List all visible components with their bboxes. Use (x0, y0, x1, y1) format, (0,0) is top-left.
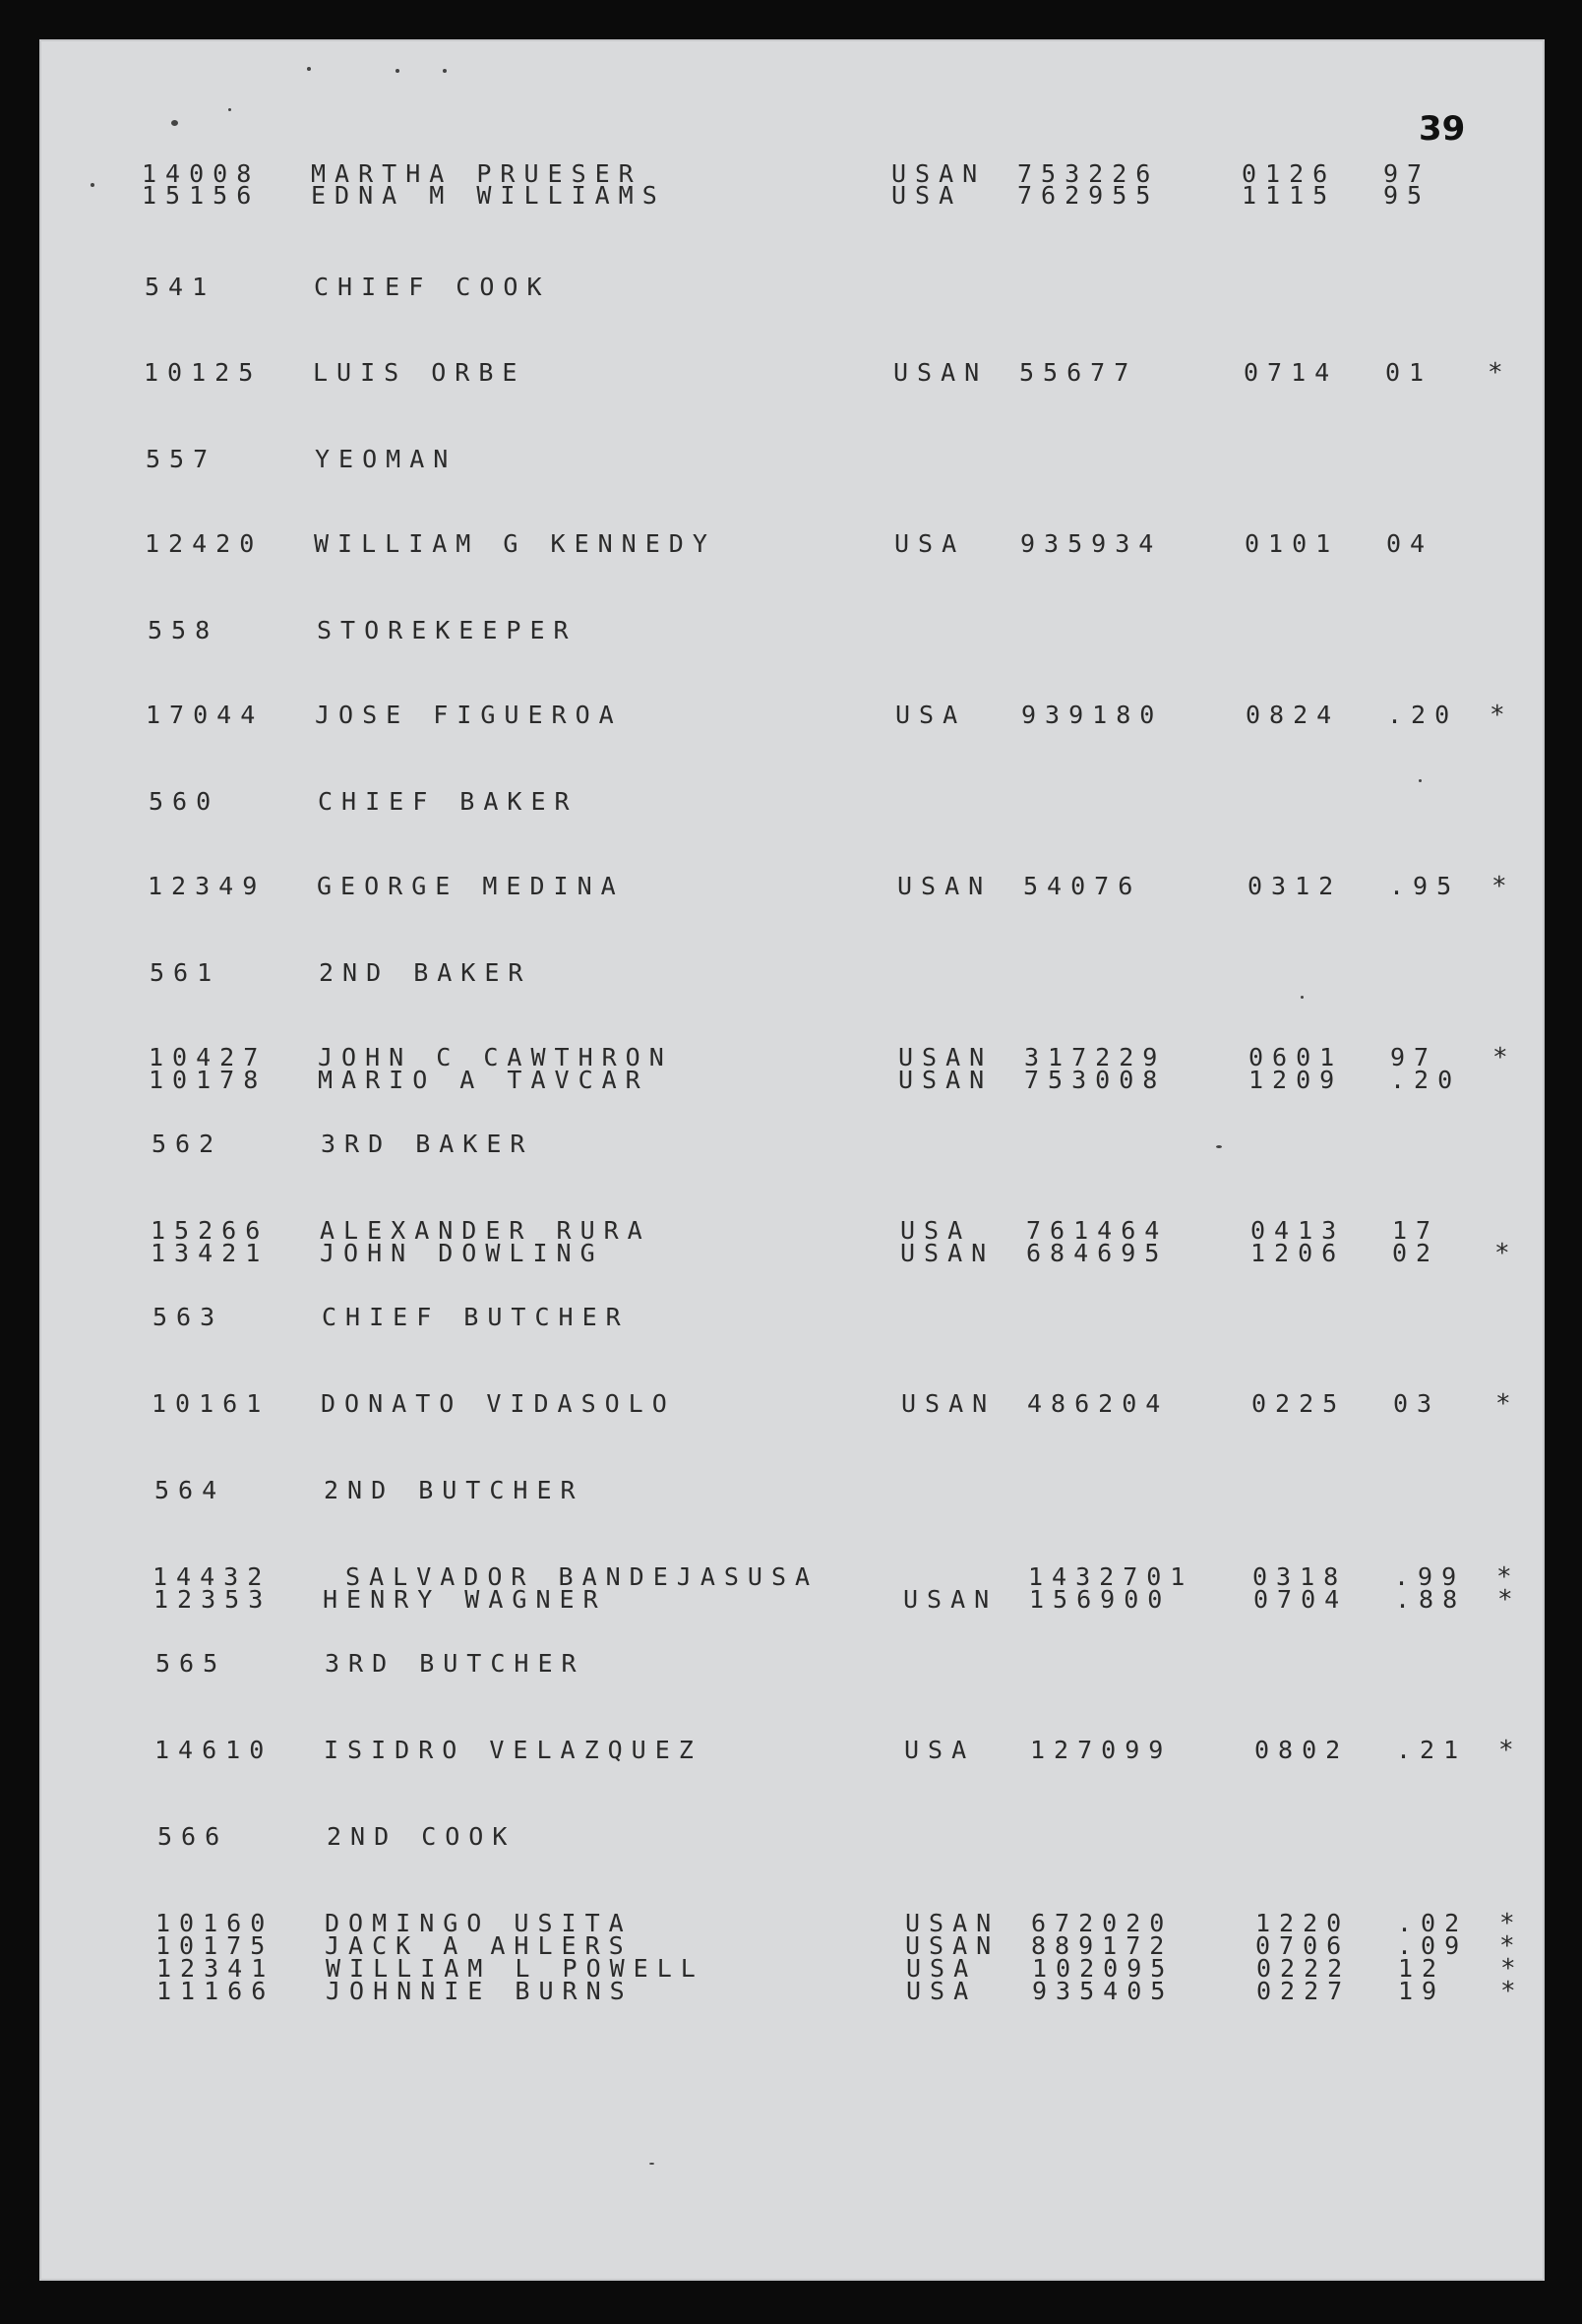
date-code: 0714 (1244, 358, 1339, 387)
ink-speck (228, 108, 231, 111)
citizenship: USAN (905, 1909, 1001, 1937)
document-number: 1432701 (1028, 1562, 1194, 1591)
crew-id: 12349 (148, 872, 267, 900)
crew-name: JOHN DOWLING (320, 1239, 604, 1267)
crew-name: HENRY WAGNER (323, 1585, 607, 1614)
mark-asterisk: * (1499, 1931, 1524, 1961)
value-code: .88 (1395, 1585, 1467, 1614)
value-code: .99 (1394, 1562, 1466, 1591)
document-number: 317229 (1024, 1043, 1167, 1071)
crew-name: WILLIAM L POWELL (326, 1954, 704, 1983)
document-number: 939180 (1021, 701, 1164, 729)
rating-code: 563 (152, 1303, 224, 1331)
document-number: 762955 (1017, 181, 1160, 210)
citizenship: USAN (891, 159, 987, 188)
rating-code: 566 (157, 1822, 229, 1851)
mark-asterisk: * (1500, 1954, 1525, 1984)
document-number: 753008 (1024, 1066, 1167, 1094)
citizenship: USAN (903, 1585, 999, 1614)
document-number: 672020 (1031, 1909, 1174, 1937)
mark-asterisk: * (1494, 1239, 1519, 1268)
value-code: 17 (1392, 1216, 1440, 1245)
date-code: 0824 (1246, 701, 1341, 729)
citizenship: USA (904, 1736, 976, 1764)
citizenship: USAN (893, 358, 989, 387)
crew-id: 14610 (154, 1736, 274, 1764)
citizenship: USAN (901, 1389, 997, 1418)
date-code: 1220 (1255, 1909, 1351, 1937)
rating-title: CHIEF BAKER (318, 787, 578, 816)
crew-id: 14008 (142, 159, 261, 188)
document-number: 54076 (1023, 872, 1142, 900)
crew-name: JOHN C CAWTHRON (318, 1043, 673, 1071)
crew-name: WILLIAM G KENNEDY (314, 529, 716, 558)
crew-id: 10175 (155, 1931, 274, 1960)
rating-title: CHIEF COOK (314, 273, 551, 301)
rating-title: 3RD BAKER (321, 1130, 534, 1158)
citizenship: USA (895, 701, 967, 729)
rating-code: 565 (155, 1649, 227, 1678)
rating-code: 560 (149, 787, 220, 816)
crew-id: 12341 (156, 1954, 275, 1983)
value-code: 95 (1383, 181, 1431, 210)
mark-asterisk: * (1488, 358, 1512, 388)
ink-speck (649, 2163, 654, 2165)
ink-speck (171, 120, 178, 126)
date-code: 0318 (1252, 1562, 1348, 1591)
crew-name: DONATO VIDASOLO (321, 1389, 676, 1418)
document-number: 753226 (1017, 159, 1160, 188)
rating-title: STOREKEEPER (317, 616, 578, 644)
crew-name: MARIO A TAVCAR (318, 1066, 649, 1094)
rating-code: 541 (145, 273, 216, 301)
citizenship: USA (891, 181, 963, 210)
citizenship: USA (906, 1977, 978, 2005)
value-code: 97 (1390, 1043, 1438, 1071)
ink-speck (396, 69, 399, 73)
citizenship: USAN (898, 1066, 994, 1094)
mark-asterisk: * (1490, 701, 1514, 730)
citizenship: USAN (900, 1239, 996, 1267)
crew-id: 12420 (145, 529, 264, 558)
date-code: 1115 (1242, 181, 1337, 210)
crew-name: MARTHA PRUESER (311, 159, 642, 188)
document-page (39, 39, 1545, 2281)
crew-name: GEORGE MEDINA (317, 872, 625, 900)
document-number: 889172 (1031, 1931, 1174, 1960)
rating-title: YEOMAN (315, 445, 457, 473)
value-code: 97 (1383, 159, 1431, 188)
date-code: 0312 (1247, 872, 1343, 900)
crew-id: 15266 (151, 1216, 270, 1245)
crew-name: LUIS ORBE (313, 358, 526, 387)
mark-asterisk: * (1500, 1977, 1525, 2006)
document-number: 156900 (1029, 1585, 1172, 1614)
crew-id: 10161 (152, 1389, 271, 1418)
page-number: 39 (1419, 109, 1466, 149)
value-code: .20 (1390, 1066, 1462, 1094)
ink-speck (91, 183, 94, 187)
ink-speck (1216, 1145, 1222, 1148)
mark-asterisk: * (1495, 1389, 1520, 1419)
value-code: 02 (1392, 1239, 1440, 1267)
document-number: 127099 (1030, 1736, 1173, 1764)
value-code: .02 (1397, 1909, 1469, 1937)
mark-asterisk: * (1496, 1562, 1521, 1592)
crew-id: 10427 (149, 1043, 268, 1071)
value-code: .95 (1389, 872, 1461, 900)
crew-name: DOMINGO USITA (325, 1909, 633, 1937)
crew-id: 14432 (152, 1562, 272, 1591)
crew-id: 10125 (144, 358, 263, 387)
crew-id: 13421 (151, 1239, 270, 1267)
crew-id: 15156 (142, 181, 261, 210)
crew-name: JOSE FIGUEROA (315, 701, 623, 729)
citizenship: USAN (897, 872, 993, 900)
ink-speck (1419, 779, 1422, 782)
rating-code: 562 (152, 1130, 223, 1158)
rating-title: 3RD BUTCHER (325, 1649, 585, 1678)
rating-title: 2ND COOK (327, 1822, 517, 1851)
date-code: 1209 (1248, 1066, 1344, 1094)
date-code: 1206 (1250, 1239, 1346, 1267)
citizenship: USA (906, 1954, 978, 1983)
value-code: .09 (1397, 1931, 1469, 1960)
document-number: 55677 (1019, 358, 1138, 387)
document-number: 102095 (1032, 1954, 1175, 1983)
crew-name: ALEXANDER RURA (320, 1216, 651, 1245)
mark-asterisk: * (1491, 872, 1516, 901)
citizenship: USAN (898, 1043, 994, 1071)
date-code: 0101 (1245, 529, 1340, 558)
document-number: 935934 (1020, 529, 1163, 558)
rating-title: CHIEF BUTCHER (322, 1303, 630, 1331)
date-code: 0706 (1255, 1931, 1351, 1960)
date-code: 0227 (1256, 1977, 1352, 2005)
rating-title: 2ND BAKER (319, 958, 532, 987)
date-code: 0222 (1256, 1954, 1352, 1983)
date-code: 0225 (1251, 1389, 1347, 1418)
citizenship: USA (900, 1216, 972, 1245)
mark-asterisk: * (1497, 1585, 1522, 1615)
citizenship: USA (894, 529, 966, 558)
crew-name: EDNA M WILLIAMS (311, 181, 666, 210)
mark-asterisk: * (1499, 1909, 1524, 1938)
rating-code: 561 (150, 958, 221, 987)
crew-name: JOHNNIE BURNS (326, 1977, 634, 2005)
date-code: 0601 (1248, 1043, 1344, 1071)
rating-code: 557 (146, 445, 217, 473)
crew-name: ISIDRO VELAZQUEZ (324, 1736, 702, 1764)
mark-asterisk: * (1492, 1043, 1517, 1072)
date-code: 0704 (1253, 1585, 1349, 1614)
value-code: 12 (1398, 1954, 1446, 1983)
rating-code: 564 (154, 1476, 226, 1504)
crew-id: 10160 (155, 1909, 274, 1937)
crew-id: 17044 (146, 701, 265, 729)
document-number: 935405 (1032, 1977, 1175, 2005)
document-number: 761464 (1026, 1216, 1169, 1245)
value-code: .20 (1387, 701, 1459, 729)
crew-id: 10178 (149, 1066, 268, 1094)
crew-id: 11166 (156, 1977, 275, 2005)
rating-title: 2ND BUTCHER (324, 1476, 584, 1504)
mark-asterisk: * (1498, 1736, 1523, 1765)
value-code: 19 (1398, 1977, 1446, 2005)
crew-name: JACK A AHLERS (325, 1931, 633, 1960)
crew-name: SALVADOR BANDEJASUSA (322, 1562, 820, 1591)
document-number: 486204 (1027, 1389, 1170, 1418)
ink-speck (307, 67, 311, 71)
document-number: 684695 (1026, 1239, 1169, 1267)
citizenship: USAN (905, 1931, 1001, 1960)
value-code: 01 (1385, 358, 1433, 387)
date-code: 0413 (1250, 1216, 1346, 1245)
ink-speck (1301, 996, 1304, 999)
ink-speck (443, 69, 447, 73)
value-code: 04 (1386, 529, 1434, 558)
rating-code: 558 (148, 616, 219, 644)
value-code: 03 (1393, 1389, 1441, 1418)
date-code: 0126 (1242, 159, 1337, 188)
value-code: .21 (1396, 1736, 1468, 1764)
date-code: 0802 (1254, 1736, 1350, 1764)
crew-id: 12353 (153, 1585, 273, 1614)
